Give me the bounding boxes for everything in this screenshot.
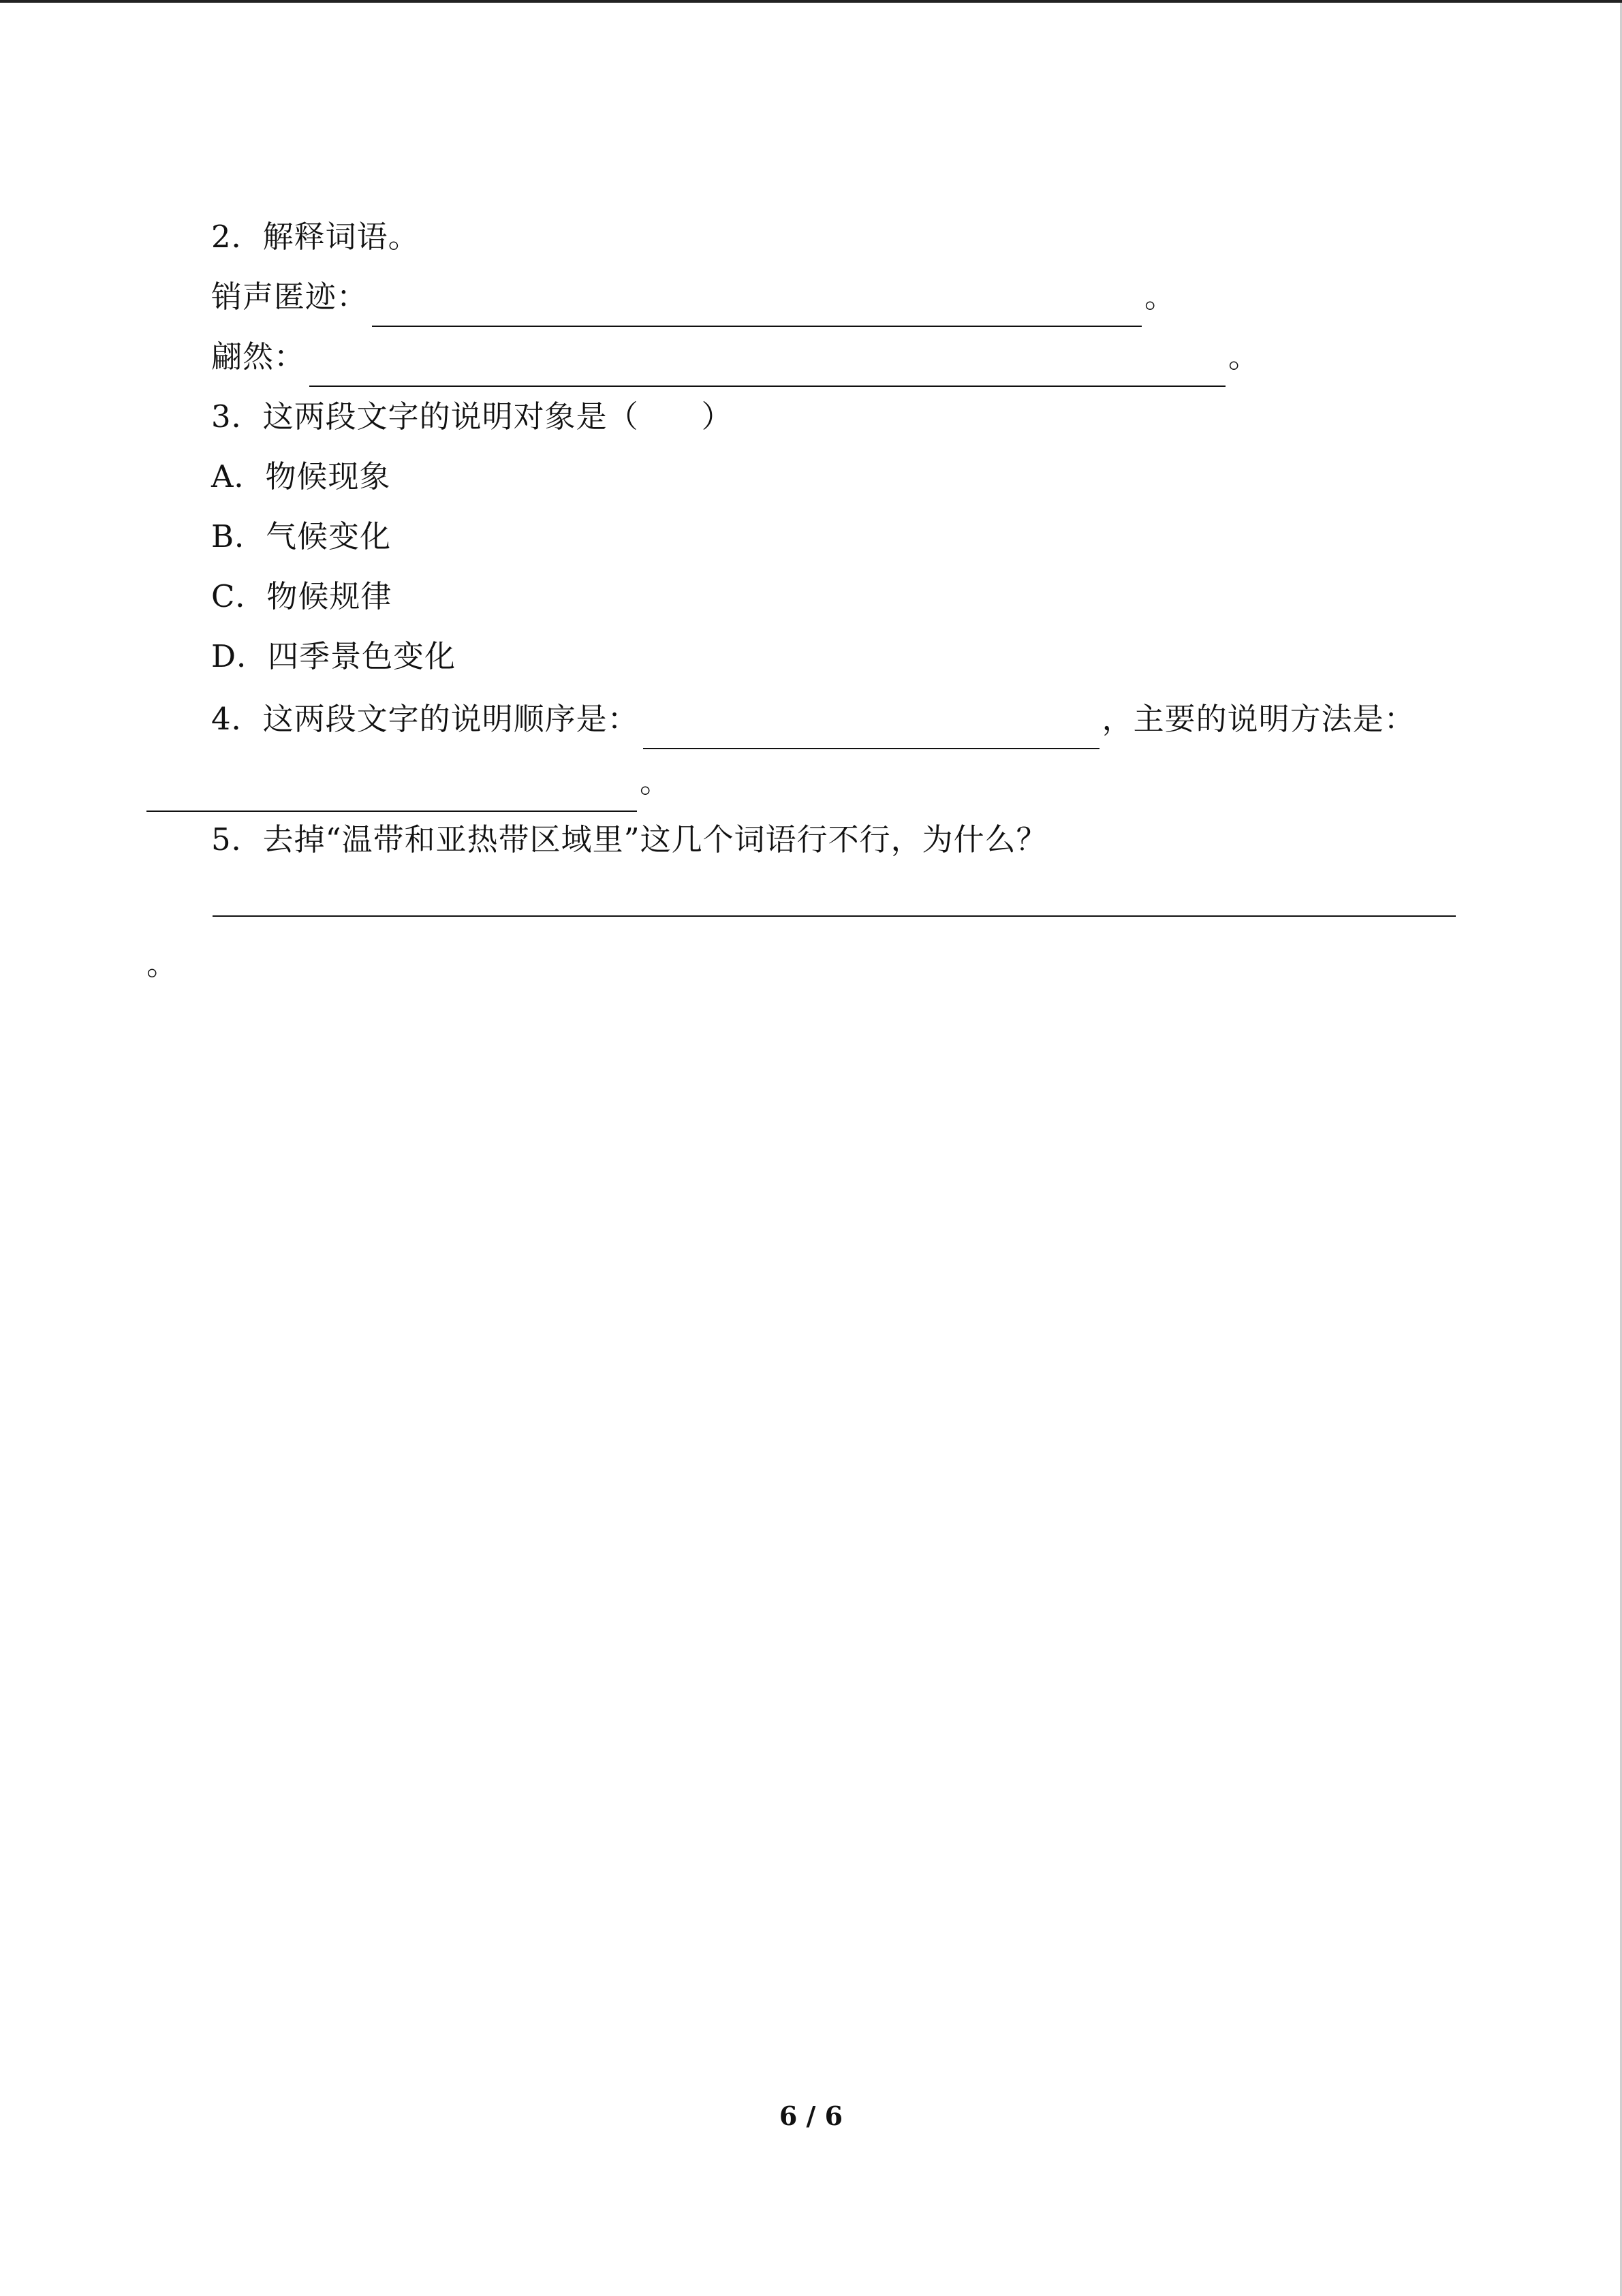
option-c-text: C．物候规律 <box>211 578 392 614</box>
question-5-answer-blank[interactable] <box>213 915 1456 917</box>
question-2-text: 2．解释词语。 <box>211 219 420 255</box>
term-2-end-mark: 。 <box>1228 339 1260 375</box>
term-1-end-mark: 。 <box>1144 279 1176 315</box>
question-5-text: 5．去掉“温带和亚热带区域里”这几个词语行不行，为什么？ <box>211 821 1048 858</box>
question-2-term-2 <box>211 327 1260 387</box>
question-3-option-a[interactable] <box>211 447 391 507</box>
term-1-answer-blank[interactable] <box>372 285 1142 327</box>
question-2-prompt <box>211 207 420 267</box>
option-d-text: D．四季景色变化 <box>211 638 456 674</box>
question-2-term-1 <box>211 267 1176 327</box>
question-5-prompt <box>211 810 1048 870</box>
term-2-label: 翩然： <box>211 339 306 375</box>
question-4-mid-text: ，主要的说明方法是： <box>1102 701 1416 737</box>
method-answer-blank[interactable] <box>146 770 637 812</box>
question-4-text: 4．这两段文字的说明顺序是： <box>211 701 639 737</box>
question-3-prompt <box>211 387 733 447</box>
question-5-end-mark: 。 <box>146 946 178 982</box>
term-2-answer-blank[interactable] <box>309 345 1226 387</box>
question-4-prompt <box>211 689 1416 749</box>
question-5-end <box>146 934 178 994</box>
term-1-label: 销声匿迹： <box>211 279 369 315</box>
question-4-end-mark: 。 <box>640 764 672 800</box>
page-number: 6 / 6 <box>779 2101 843 2131</box>
question-4-continuation <box>146 752 671 812</box>
question-3-option-c[interactable] <box>211 567 392 627</box>
option-a-text: A．物候现象 <box>211 458 391 494</box>
option-b-text: B．气候变化 <box>211 518 392 554</box>
question-3-text: 3．这两段文字的说明对象是（ ） <box>211 398 733 435</box>
sequence-answer-blank[interactable] <box>643 707 1099 749</box>
question-3-option-b[interactable] <box>211 507 391 567</box>
question-3-option-d[interactable] <box>211 627 456 687</box>
